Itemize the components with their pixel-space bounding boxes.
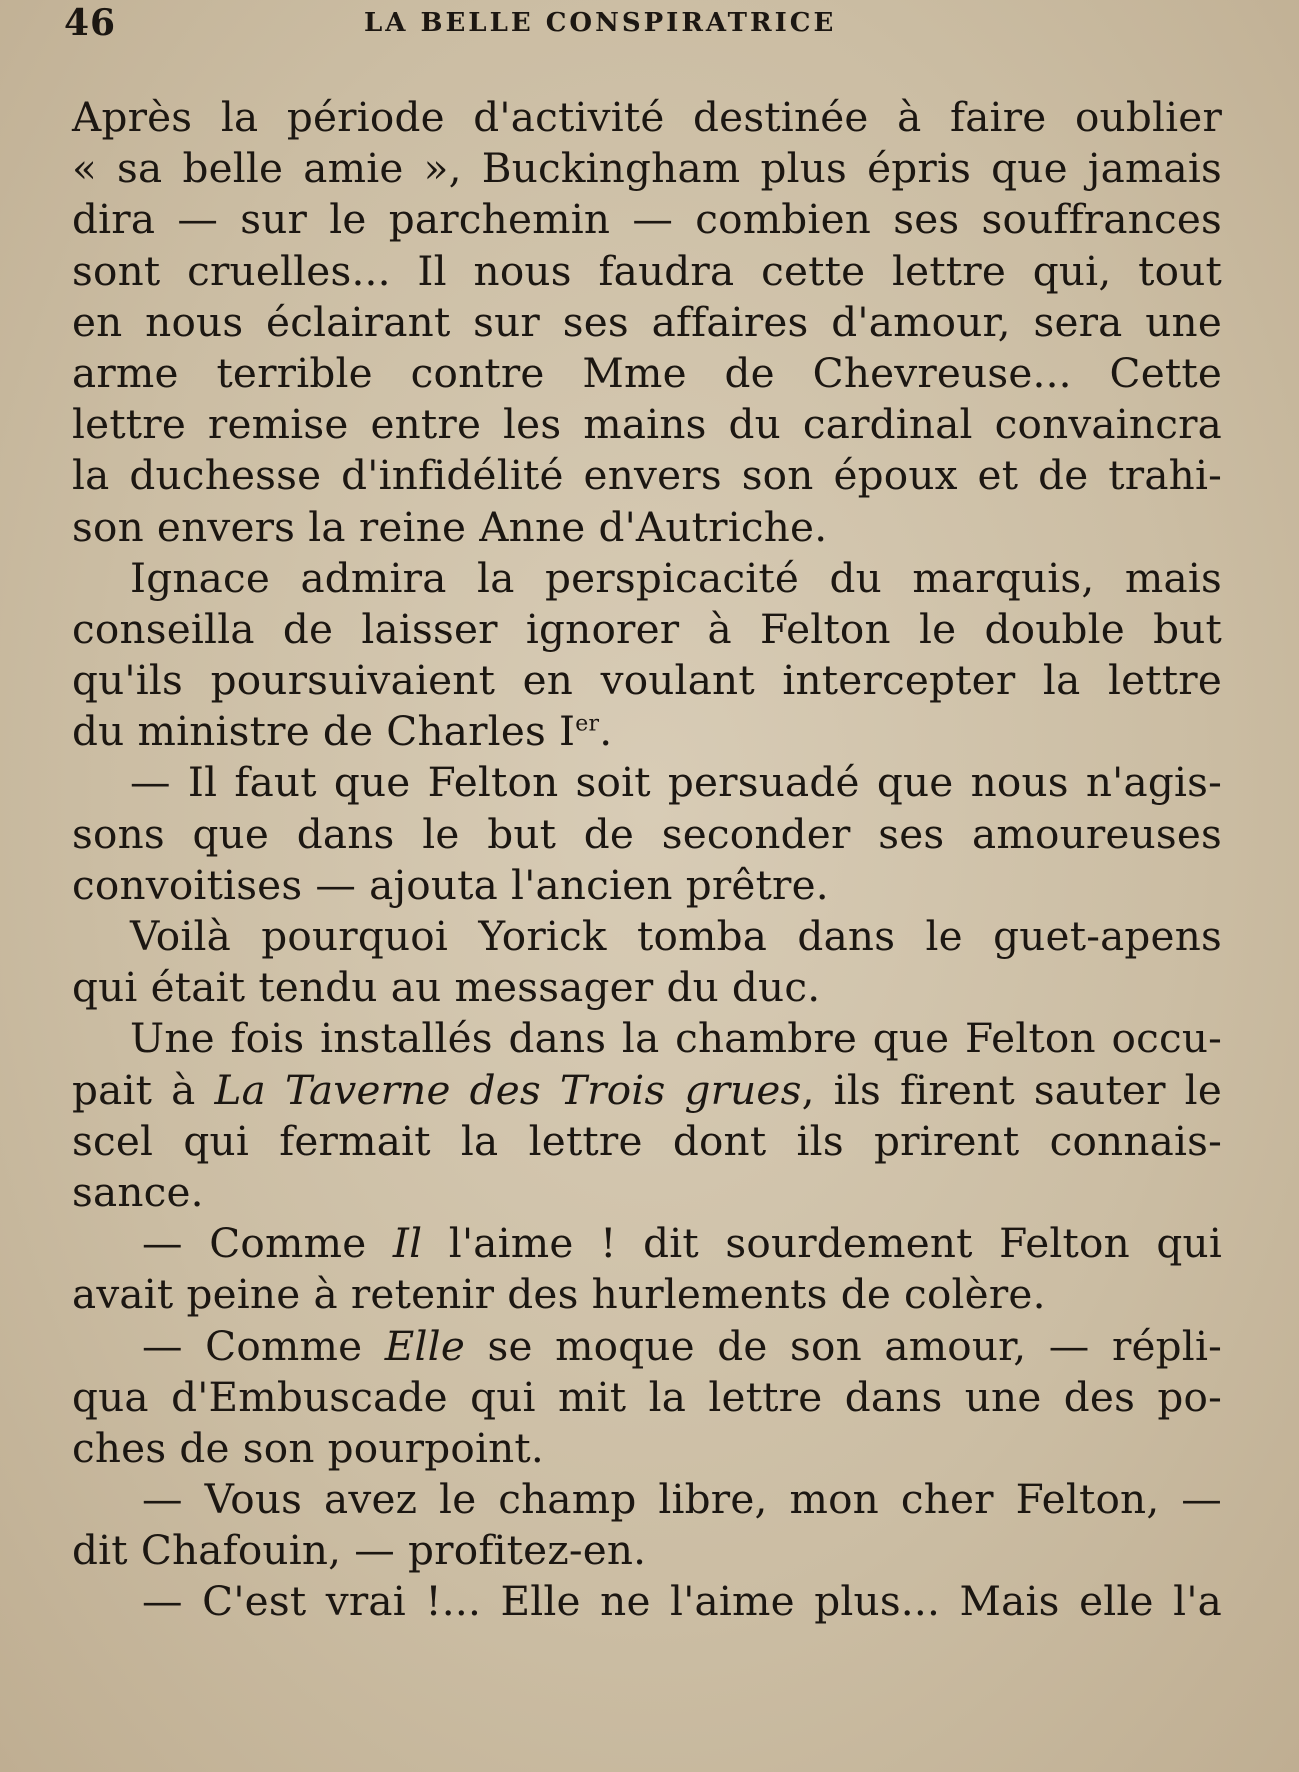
text-line: « sa belle amie », Buckingham plus épris que jamais — [72, 144, 1222, 193]
text-line: arme terrible contre Mme de Chevreuse... Cette — [72, 348, 1222, 397]
italic-title: La Taverne des Trois grues — [214, 1065, 802, 1114]
running-head — [64, 2, 1224, 42]
text-line: son envers la reine Anne d'Autriche. — [72, 502, 828, 551]
text-line — [72, 1321, 1222, 1372]
text-line: scel qui fermait la lettre dont ils prirent connais- — [72, 1116, 1222, 1165]
text-line: sont cruelles... Il nous faudra cette lettre qui, tout — [72, 246, 1222, 295]
text-line: avait peine à retenir des hurlements de colère. — [72, 1270, 1046, 1319]
text-run: se moque de son amour, — répli- — [465, 1321, 1222, 1370]
text-line: — C'est vrai !... Elle ne l'aime plus... Mais elle l'a — [142, 1577, 1222, 1626]
text-line: conseilla de laisser ignorer à Felton le double but — [72, 604, 1222, 653]
text-line: Une fois installés dans la chambre que Felton occu- — [130, 1014, 1222, 1063]
text-line: en nous éclairant sur ses affaires d'amour, sera une — [72, 297, 1222, 346]
text-run: — Comme — [142, 1321, 385, 1370]
text-run: . — [599, 707, 613, 756]
italic-word: Elle — [384, 1321, 466, 1370]
text-run: l'aime ! dit sourdement Felton qui — [422, 1219, 1222, 1268]
text-line: qua d'Embuscade qui mit la lettre dans une des po- — [72, 1372, 1222, 1421]
text-line: Ignace admira la perspicacité du marquis, mais — [130, 553, 1222, 602]
italic-word: Il — [392, 1219, 423, 1268]
text-line: qui était tendu au messager du duc. — [72, 963, 821, 1012]
text-line: convoitises — ajouta l'ancien prêtre. — [72, 860, 829, 909]
text-run: , ils firent sauter le — [801, 1065, 1222, 1114]
text-line — [72, 1218, 1222, 1269]
text-line: lettre remise entre les mains du cardinal convaincra — [72, 400, 1222, 449]
text-line: la duchesse d'infidélité envers son époux et de trahi- — [72, 451, 1222, 500]
text-line: Après la période d'activité destinée à faire oublier — [72, 93, 1222, 141]
text-line: dira — sur le parchemin — combien ses souffrances — [72, 195, 1222, 244]
superscript: er — [575, 711, 600, 737]
text-run: du ministre de Charles I — [72, 707, 576, 756]
text-line: ches de son pourpoint. — [72, 1423, 544, 1472]
running-title: LA BELLE CONSPIRATRICE — [364, 8, 837, 38]
text-line: — Il faut que Felton soit persuadé que nous n'agis- — [130, 758, 1222, 807]
page-number: 46 — [64, 2, 117, 44]
text-line: sons que dans le but de seconder ses amoureuses — [72, 809, 1222, 858]
body-text — [72, 92, 1222, 1628]
text-run: — Comme — [142, 1219, 393, 1268]
text-line: sance. — [72, 1167, 204, 1216]
text-line — [72, 706, 1222, 757]
text-line: — Vous avez le champ libre, mon cher Felton, — — [142, 1475, 1222, 1524]
text-run: pait à — [72, 1065, 215, 1114]
text-line: Voilà pourquoi Yorick tomba dans le guet-apens — [130, 912, 1222, 960]
text-line: dit Chafouin, — profitez-en. — [72, 1526, 647, 1575]
text-line: qu'ils poursuivaient en voulant intercepter la lettre — [72, 656, 1222, 705]
text-line — [72, 1065, 1222, 1116]
